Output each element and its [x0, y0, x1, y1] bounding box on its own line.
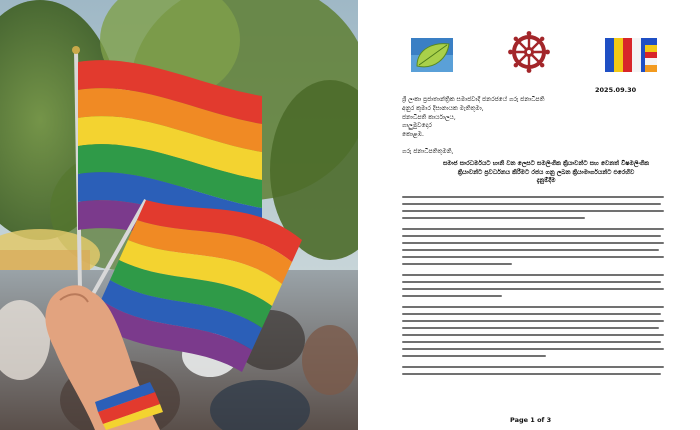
subject-line: දැනුම්දීම [536, 177, 556, 184]
address-line: ශ්‍රී ලංකා ප්‍රජාතාන්ත්‍රික සමාජවාදී ජනරජයේ ගරු ජනාධිපති [402, 96, 545, 103]
subject-line: සමාජ සාරධර්මයට හානි වන ලෙසට සමලිංගික ක්‍රියාවන්ට සහ වෙනත් විෂමලිංගික [442, 160, 650, 167]
buddhist-flag-icon [605, 38, 657, 72]
subject-line: ක්‍රියාවන්ට ප්‍රවර්ධනය කිරීමට රජය ගනු ලබන ක්‍රියාමාර්ගයන්ට එරෙහිව [457, 168, 635, 176]
dharma-wheel-icon [508, 31, 550, 73]
address-line: අනුර කුමාර දිසානායක මැතිතුමා, [402, 104, 484, 112]
page-number: Page 1 of 3 [510, 416, 552, 424]
address-line: ගාලුමුවදොර [402, 122, 432, 130]
letter-date: 2025.09.30 [595, 86, 637, 94]
dharma-wheel-logo [508, 31, 550, 77]
leaf-emblem-icon [411, 38, 453, 72]
address-line: ජනාධිපති කාර්යාලය, [402, 113, 456, 121]
leaf-emblem-logo [411, 38, 453, 76]
letter-subject [436, 160, 656, 186]
address-line: කොළඹ. [402, 131, 424, 139]
salutation: ගරු ජනාධිපතිතුමනි, [402, 148, 454, 155]
recipient-address [402, 96, 544, 140]
letter-body-text [402, 196, 664, 380]
buddhist-flag-logo [605, 38, 657, 76]
